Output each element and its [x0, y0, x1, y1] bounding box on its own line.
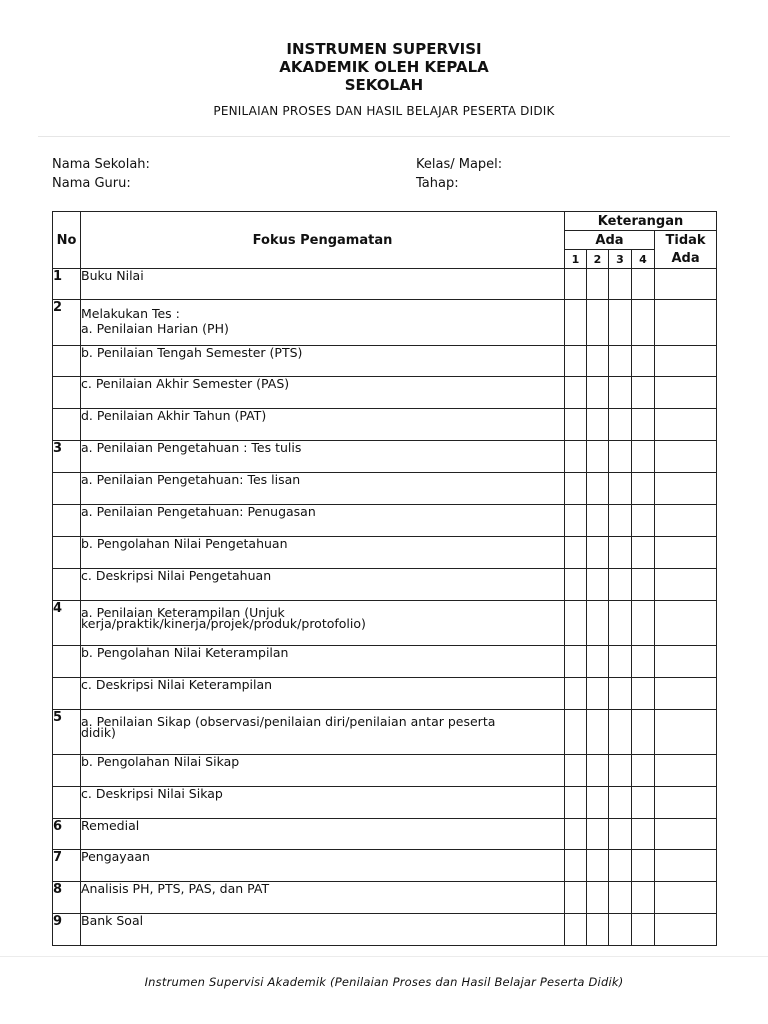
field-nama-guru: Nama Guru:	[52, 176, 131, 191]
score-cell-4[interactable]	[632, 473, 655, 505]
score-cell-4[interactable]	[632, 377, 655, 409]
score-cell-1[interactable]	[565, 409, 587, 441]
row-focus-text: a. Penilaian Pengetahuan: Penugasan	[81, 505, 565, 537]
row-number: 6	[53, 819, 81, 850]
row-number	[53, 377, 81, 409]
row-focus-line-1: a. Penilaian Sikap (observasi/penilaian diri/penilaian antar peserta	[81, 714, 496, 729]
header-divider	[38, 136, 730, 137]
score-cell-3[interactable]	[609, 346, 632, 377]
tidak-ada-cell[interactable]	[655, 710, 717, 755]
table-row	[53, 710, 717, 755]
score-cell-4[interactable]	[632, 569, 655, 601]
score-cell-3[interactable]	[609, 601, 632, 646]
table-row	[53, 787, 717, 819]
score-cell-4[interactable]	[632, 409, 655, 441]
score-cell-3[interactable]	[609, 537, 632, 569]
header-tidak-ada: Tidak Ada	[655, 231, 717, 269]
row-number	[53, 678, 81, 710]
supervision-table	[52, 211, 717, 946]
score-cell-2[interactable]	[587, 346, 609, 377]
row-focus-line-2: a. Penilaian Harian (PH)	[81, 321, 229, 336]
row-focus-text: Analisis PH, PTS, PAS, dan PAT	[81, 882, 565, 914]
score-cell-4[interactable]	[632, 850, 655, 882]
row-number: 3	[53, 441, 81, 473]
score-cell-4[interactable]	[632, 819, 655, 850]
table-row	[53, 819, 717, 850]
score-cell-4[interactable]	[632, 787, 655, 819]
title-line-1: INSTRUMEN SUPERVISI	[286, 40, 482, 58]
tidak-ada-cell[interactable]	[655, 787, 717, 819]
row-focus-line-1: Melakukan Tes :	[81, 306, 180, 321]
table-row	[53, 269, 717, 300]
table-row	[53, 914, 717, 946]
table-row	[53, 441, 717, 473]
row-number: 1	[53, 269, 81, 300]
score-cell-3[interactable]	[609, 882, 632, 914]
tidak-ada-cell[interactable]	[655, 914, 717, 946]
table-row	[53, 850, 717, 882]
row-number: 8	[53, 882, 81, 914]
row-number: 9	[53, 914, 81, 946]
row-number	[53, 787, 81, 819]
score-cell-1[interactable]	[565, 787, 587, 819]
row-focus-text: Pengayaan	[81, 850, 565, 882]
score-cell-2[interactable]	[587, 646, 609, 678]
score-cell-2[interactable]	[587, 409, 609, 441]
row-number	[53, 755, 81, 787]
score-cell-4[interactable]	[632, 882, 655, 914]
score-cell-3[interactable]	[609, 473, 632, 505]
score-cell-1[interactable]	[565, 346, 587, 377]
score-cell-4[interactable]	[632, 678, 655, 710]
header-score-1: 1	[565, 250, 587, 269]
score-cell-4[interactable]	[632, 914, 655, 946]
score-cell-3[interactable]	[609, 377, 632, 409]
score-cell-2[interactable]	[587, 569, 609, 601]
score-cell-1[interactable]	[565, 537, 587, 569]
score-cell-2[interactable]	[587, 601, 609, 646]
row-focus-text: b. Penilaian Tengah Semester (PTS)	[81, 346, 565, 377]
score-cell-4[interactable]	[632, 755, 655, 787]
row-focus-text: a. Penilaian Pengetahuan: Tes lisan	[81, 473, 565, 505]
score-cell-1[interactable]	[565, 755, 587, 787]
table-row	[53, 601, 717, 646]
table-row	[53, 473, 717, 505]
row-number	[53, 569, 81, 601]
row-focus-text: a. Penilaian Pengetahuan : Tes tulis	[81, 441, 565, 473]
score-cell-1[interactable]	[565, 819, 587, 850]
score-cell-4[interactable]	[632, 346, 655, 377]
table-row	[53, 409, 717, 441]
row-focus-text: c. Deskripsi Nilai Pengetahuan	[81, 569, 565, 601]
footer-divider	[0, 956, 768, 957]
row-focus-line-1: a. Penilaian Keterampilan (Unjuk	[81, 605, 285, 620]
score-cell-2[interactable]	[587, 819, 609, 850]
tidak-ada-cell[interactable]	[655, 377, 717, 409]
score-cell-3[interactable]	[609, 710, 632, 755]
header-fokus-pengamatan: Fokus Pengamatan	[81, 212, 565, 269]
table-row	[53, 755, 717, 787]
score-cell-1[interactable]	[565, 377, 587, 409]
score-cell-1[interactable]	[565, 300, 587, 346]
score-cell-1[interactable]	[565, 269, 587, 300]
score-cell-2[interactable]	[587, 300, 609, 346]
tidak-ada-cell[interactable]	[655, 882, 717, 914]
score-cell-2[interactable]	[587, 850, 609, 882]
header-score-4: 4	[632, 250, 655, 269]
score-cell-1[interactable]	[565, 646, 587, 678]
header-ada: Ada	[565, 231, 655, 250]
row-focus-text: Bank Soal	[81, 914, 565, 946]
score-cell-4[interactable]	[632, 505, 655, 537]
row-focus-text	[81, 300, 565, 346]
row-focus-text: c. Deskripsi Nilai Keterampilan	[81, 678, 565, 710]
tidak-ada-cell[interactable]	[655, 409, 717, 441]
score-cell-3[interactable]	[609, 678, 632, 710]
score-cell-1[interactable]	[565, 505, 587, 537]
tidak-ada-cell[interactable]	[655, 569, 717, 601]
table-row	[53, 646, 717, 678]
document-title	[0, 40, 768, 94]
score-cell-3[interactable]	[609, 441, 632, 473]
score-cell-1[interactable]	[565, 569, 587, 601]
score-cell-2[interactable]	[587, 269, 609, 300]
table-row	[53, 505, 717, 537]
row-number	[53, 646, 81, 678]
score-cell-1[interactable]	[565, 601, 587, 646]
tidak-ada-cell[interactable]	[655, 441, 717, 473]
score-cell-2[interactable]	[587, 473, 609, 505]
score-cell-2[interactable]	[587, 787, 609, 819]
score-cell-2[interactable]	[587, 537, 609, 569]
table-row	[53, 300, 717, 346]
row-focus-text: d. Penilaian Akhir Tahun (PAT)	[81, 409, 565, 441]
table-row	[53, 882, 717, 914]
score-cell-2[interactable]	[587, 914, 609, 946]
score-cell-1[interactable]	[565, 441, 587, 473]
score-cell-1[interactable]	[565, 850, 587, 882]
score-cell-3[interactable]	[609, 819, 632, 850]
score-cell-3[interactable]	[609, 300, 632, 346]
score-cell-2[interactable]	[587, 505, 609, 537]
score-cell-3[interactable]	[609, 787, 632, 819]
row-number: 2	[53, 300, 81, 346]
header-no: No	[53, 212, 81, 269]
row-focus-text: Remedial	[81, 819, 565, 850]
field-tahap: Tahap:	[416, 176, 459, 191]
document-footer: Instrumen Supervisi Akademik (Penilaian Proses dan Hasil Belajar Peserta Didik)	[144, 975, 624, 989]
title-line-3: SEKOLAH	[344, 76, 424, 94]
document-subtitle: PENILAIAN PROSES DAN HASIL BELAJAR PESERTA DIDIK	[213, 104, 555, 118]
field-nama-sekolah: Nama Sekolah:	[52, 157, 150, 172]
tidak-ada-cell[interactable]	[655, 473, 717, 505]
row-focus-line-2: kerja/praktik/kinerja/projek/produk/protofolio)	[81, 616, 366, 631]
row-number	[53, 505, 81, 537]
table-row	[53, 569, 717, 601]
score-cell-3[interactable]	[609, 914, 632, 946]
score-cell-1[interactable]	[565, 473, 587, 505]
tidak-ada-cell[interactable]	[655, 537, 717, 569]
row-number	[53, 346, 81, 377]
score-cell-1[interactable]	[565, 710, 587, 755]
row-focus-text: Buku Nilai	[81, 269, 565, 300]
score-cell-2[interactable]	[587, 377, 609, 409]
score-cell-3[interactable]	[609, 505, 632, 537]
row-number: 5	[53, 710, 81, 755]
score-cell-2[interactable]	[587, 441, 609, 473]
table-row	[53, 678, 717, 710]
table-row	[53, 346, 717, 377]
score-cell-1[interactable]	[565, 678, 587, 710]
header-score-3: 3	[609, 250, 632, 269]
tidak-ada-cell[interactable]	[655, 300, 717, 346]
score-cell-4[interactable]	[632, 441, 655, 473]
score-cell-4[interactable]	[632, 646, 655, 678]
field-kelas-mapel: Kelas/ Mapel:	[416, 157, 503, 172]
tidak-ada-cell[interactable]	[655, 505, 717, 537]
score-cell-1[interactable]	[565, 882, 587, 914]
table-row	[53, 377, 717, 409]
header-keterangan: Keterangan	[565, 212, 717, 231]
tidak-ada-cell[interactable]	[655, 601, 717, 646]
score-cell-3[interactable]	[609, 409, 632, 441]
score-cell-3[interactable]	[609, 646, 632, 678]
score-cell-2[interactable]	[587, 755, 609, 787]
score-cell-1[interactable]	[565, 914, 587, 946]
tidak-ada-cell[interactable]	[655, 646, 717, 678]
row-number: 4	[53, 601, 81, 646]
tidak-ada-cell[interactable]	[655, 269, 717, 300]
tidak-ada-cell[interactable]	[655, 346, 717, 377]
tidak-ada-cell[interactable]	[655, 755, 717, 787]
score-cell-4[interactable]	[632, 269, 655, 300]
score-cell-3[interactable]	[609, 850, 632, 882]
row-focus-text: b. Pengolahan Nilai Keterampilan	[81, 646, 565, 678]
score-cell-2[interactable]	[587, 710, 609, 755]
tidak-ada-cell[interactable]	[655, 819, 717, 850]
row-number	[53, 409, 81, 441]
row-focus-text: c. Penilaian Akhir Semester (PAS)	[81, 377, 565, 409]
row-focus-text	[81, 710, 565, 755]
score-cell-2[interactable]	[587, 678, 609, 710]
row-focus-text: b. Pengolahan Nilai Sikap	[81, 755, 565, 787]
score-cell-2[interactable]	[587, 882, 609, 914]
score-cell-3[interactable]	[609, 569, 632, 601]
row-focus-text: c. Deskripsi Nilai Sikap	[81, 787, 565, 819]
row-number	[53, 537, 81, 569]
tidak-ada-cell[interactable]	[655, 850, 717, 882]
score-cell-4[interactable]	[632, 300, 655, 346]
score-cell-4[interactable]	[632, 710, 655, 755]
row-focus-text	[81, 601, 565, 646]
row-number: 7	[53, 850, 81, 882]
header-score-2: 2	[587, 250, 609, 269]
row-focus-line-2: didik)	[81, 725, 116, 740]
score-cell-4[interactable]	[632, 537, 655, 569]
title-line-2: AKADEMIK OLEH KEPALA	[279, 58, 489, 76]
score-cell-4[interactable]	[632, 601, 655, 646]
score-cell-3[interactable]	[609, 755, 632, 787]
row-focus-text: b. Pengolahan Nilai Pengetahuan	[81, 537, 565, 569]
score-cell-3[interactable]	[609, 269, 632, 300]
table-row	[53, 537, 717, 569]
row-number	[53, 473, 81, 505]
tidak-ada-cell[interactable]	[655, 678, 717, 710]
